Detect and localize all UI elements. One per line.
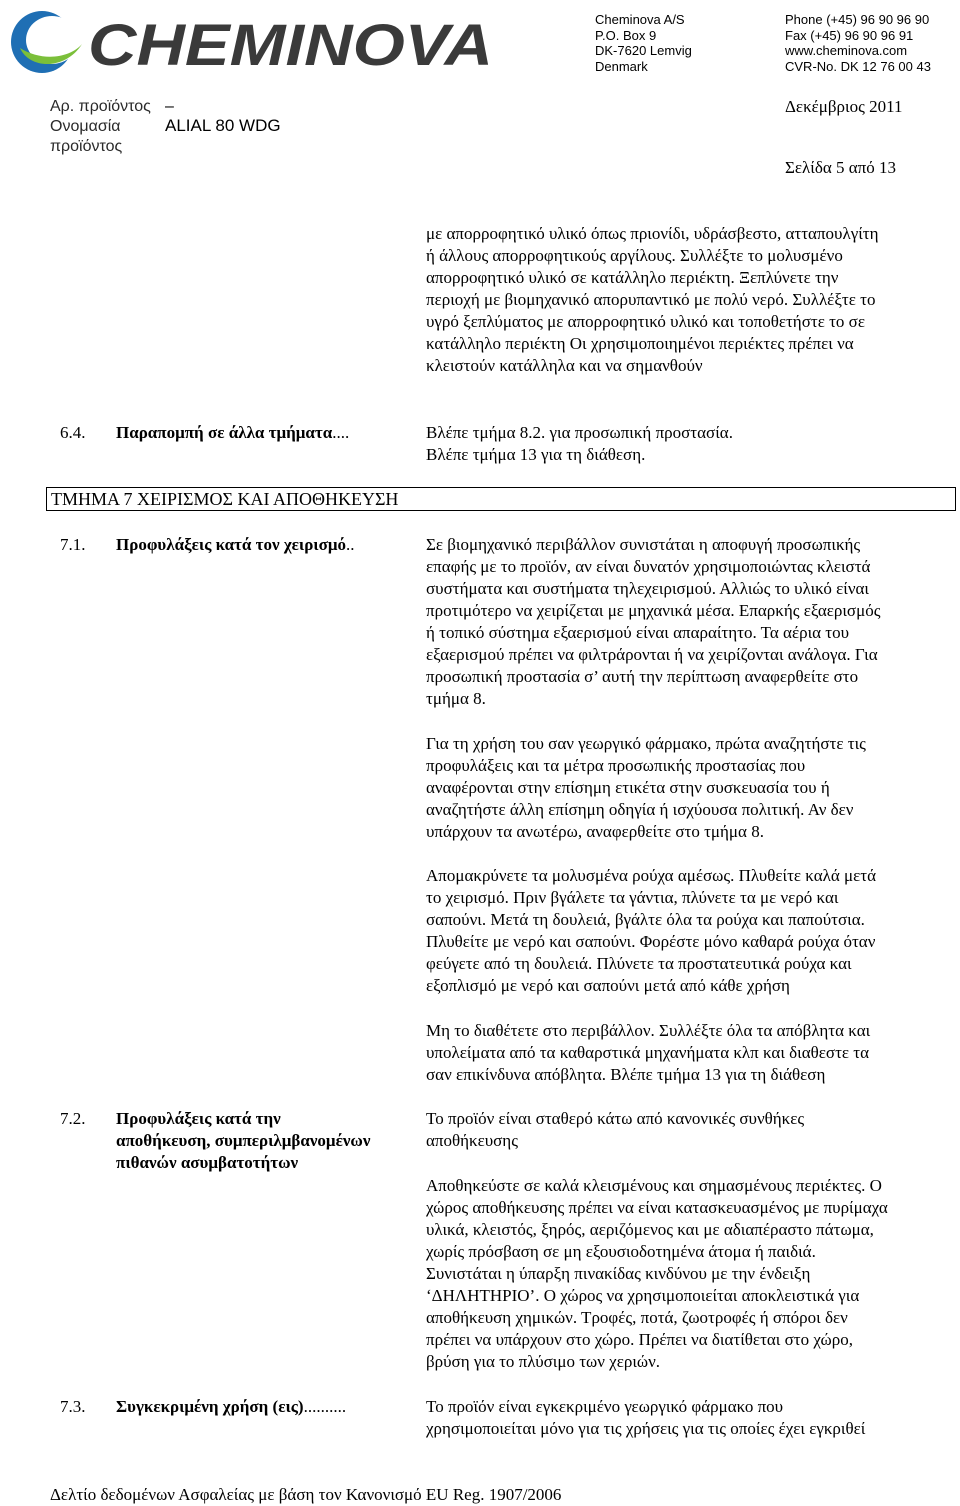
text-line: Μη το διαθέτετε στο περιβάλλον. Συλλέξτε όλα τα απόβλητα και: [426, 1021, 871, 1040]
logo-text: CHEMINOVA: [88, 13, 493, 76]
text-line: αναφέρονται στην επίσημη ετικέτα στην συσκευασία του ή: [426, 778, 830, 797]
subsection-heading-7-1: [116, 534, 354, 556]
text-line: προτιμότερο να χειρίζεται με μηχανικά μέσα. Επαρκής εξαερισμός: [426, 601, 881, 620]
text-line: Πλυθείτε με νερό και σαπούνι. Φορέστε μόνο καθαρά ρούχα όταν: [426, 932, 876, 951]
s72-paragraph-1: [426, 1108, 946, 1152]
address-line: Denmark: [595, 58, 648, 74]
heading-text: Παραπομπή σε άλλα τμήματα: [116, 423, 333, 442]
text-line: εξαερισμού πρέπει να φιλτράρονται ή να χειρίζονται ανάλογα. Για: [426, 645, 878, 664]
heading-text: Συγκεκριμένη χρήση (εις): [116, 1397, 304, 1416]
address-line: Cheminova A/S: [595, 12, 685, 27]
text-line: χωρίς πρόσβαση σε μη εξουσιοδοτημένα άτομα ή παιδιά.: [426, 1242, 816, 1261]
section-number: 7.3.: [60, 1397, 86, 1416]
address-line: P.O. Box 9: [595, 27, 657, 43]
product-name-label-cont: προϊόντος: [50, 138, 123, 155]
intro-paragraph: [426, 223, 946, 377]
text-line: ή τοπικό σύστημα εξαερισμού είναι απαραίτητο. Τα αέρια του: [426, 623, 850, 642]
logo-mark-icon: [6, 4, 496, 76]
subsection-heading-7-2: [116, 1108, 370, 1174]
text-line: κατάλληλο περιέκτη Οι χρησιμοποιημένοι περιέκτες πρέπει να: [426, 334, 854, 353]
company-address: [595, 12, 692, 74]
section-number: 7.1.: [60, 535, 86, 554]
text-line: φεύγετε από τη δουλειά. Πλύνετε τα προστατευτικά ρούχα και: [426, 954, 852, 973]
text-line: Το προϊόν είναι σταθερό κάτω από κανονικές συνθήκες: [426, 1109, 805, 1128]
product-name: ALIAL 80 WDG: [165, 116, 281, 135]
text-line: εξοπλισμό με νερό και σαπούνι μετά από κάθε χρήση: [426, 976, 790, 995]
s71-paragraph-3: [426, 865, 946, 997]
text-line: προφυλάξεις και τα μέτρα προσωπικής προστασίας που: [426, 756, 806, 775]
text-line: υπολείματα από τα καθαρστικά μηχανήματα κλπ και διαθεστε τα: [426, 1043, 870, 1062]
text-line: αναζητήστε άλλη επίσημη οδηγία ή ισχύουσα πολιτική. Αν δεν: [426, 800, 854, 819]
text-line: υλικά, κλειστός, ξηρός, αεριζόμενος και με αδιαπέραστο πάτωμα,: [426, 1220, 874, 1239]
subsection-heading-6-4: [116, 422, 349, 444]
section-number: 6.4.: [60, 423, 86, 442]
s72-paragraph-2: [426, 1175, 946, 1373]
product-name-label: Ονομασία: [50, 118, 121, 135]
text-line: αποθήκευσης: [426, 1131, 518, 1150]
text-line: σαπούνι. Μετά τη δουλειά, βγάλτε όλα τα ρούχα και παπούτσια.: [426, 910, 865, 929]
document-date: Δεκέμβριος 2011: [785, 97, 903, 116]
text-line: βρύση για το πλύσιμο των χεριών.: [426, 1352, 661, 1371]
s71-paragraph-1: [426, 534, 946, 710]
address-line: DK-7620 Lemvig: [595, 43, 692, 58]
s71-paragraph-4: [426, 1020, 946, 1086]
phone: Phone (+45) 96 90 96 90: [785, 12, 930, 27]
text-line: χρησιμοποιείται μόνο για τις χρήσεις για τις οποίες έχει εγκριθεί: [426, 1419, 866, 1438]
heading-line: αποθήκευση, συμπεριλμβανομένων: [116, 1131, 371, 1150]
fax: Fax (+45) 96 90 96 91: [785, 27, 914, 43]
text-line: Για τη χρήση του σαν γεωργικό φάρμακο, πρώτα αναζητήστε τις: [426, 734, 866, 753]
product-number-label: Αρ. προϊόντος: [50, 98, 151, 115]
text-line: πρέπει να υπάρχουν στο χώρο. Πρέπει να διατίθεται στο χώρο,: [426, 1330, 853, 1349]
page-number: Σελίδα 5 από 13: [785, 158, 897, 177]
text-line: τμήμα 8.: [426, 689, 486, 708]
page-footer: Δελτίο δεδομένων Ασφαλείας με βάση τον Κανονισμό EU Reg. 1907/2006: [50, 1485, 562, 1504]
text-line: συστήματα και συστήματα τηλεχειρισμού. Αλλιώς το υλικό είναι: [426, 579, 870, 598]
heading-text: Προφυλάξεις κατά τον χειρισμό: [116, 535, 346, 554]
text-line: ‘ΔΗΛΗΤΗΡΙΟ’. Ο χώρος να χρησιμοποιείται αποκλειστικά για: [426, 1286, 860, 1305]
text-line: προσωπική προστασία σ’ αυτή την περίπτωση αναφερθείτε στο: [426, 667, 859, 686]
heading-dots: ..: [345, 535, 355, 554]
s71-paragraph-2: [426, 733, 946, 843]
heading-line: πιθανών ασυμβατοτήτων: [116, 1153, 299, 1172]
text-line: περιοχή με βιομηχανικό απορυπαντικό με πολύ νερό. Συλλέξτε το: [426, 290, 876, 309]
text-line: κλειστούν κατάλληλα και να σημανθούν: [426, 356, 703, 375]
cheminova-logo: [6, 4, 496, 76]
website-link[interactable]: www.cheminova.com: [785, 43, 908, 58]
text-line: Σε βιομηχανικό περιβάλλον συνιστάται η αποφυγή προσωπικής: [426, 535, 861, 554]
text-line: υγρό ξεπλύματος με απορροφητικό υλικό και τοποθετήστε το σε: [426, 312, 865, 331]
text-line: αποθήκευση χημικών. Τροφές, ποτά, ζωοτροφές ή σπόροι δεν: [426, 1308, 848, 1327]
text-line: υπάρχουν τα ανωτέρω, αναφερθείτε στο τμήμα 8.: [426, 822, 764, 841]
cvr-number: CVR-No. DK 12 76 00 43: [785, 58, 931, 74]
s73-content: [426, 1396, 946, 1440]
section-7-title: ΤΜΗΜΑ 7 ΧΕΙΡΙΣΜΟΣ ΚΑΙ ΑΠΟΘΗΚΕΥΣΗ: [51, 489, 399, 509]
heading-line: Προφυλάξεις κατά την: [116, 1109, 281, 1128]
heading-dots: ..........: [303, 1397, 347, 1416]
text-line: Βλέπε τμήμα 13 για τη διάθεση.: [426, 445, 646, 464]
s64-content: [426, 422, 946, 466]
text-line: χώρος αποθήκευσης πρέπει να είναι κατασκευασμένος με πυρίμαχα: [426, 1198, 888, 1217]
text-line: Αποθηκεύστε σε καλά κλεισμένους και σημασμένους περιέκτες. Ο: [426, 1176, 882, 1195]
text-line: ή άλλους απορροφητικούς αργίλους. Συλλέξτε το μολυσμένο: [426, 246, 843, 265]
text-line: Το προϊόν είναι εγκεκριμένο γεωργικό φάρμακο που: [426, 1397, 784, 1416]
heading-dots: ....: [332, 423, 350, 442]
text-line: σαν επικίνδυνα απόβλητα. Βλέπε τμήμα 13 για τη διάθεση: [426, 1065, 826, 1084]
text-line: Απομακρύνετε τα μολυσμένα ρούχα αμέσως. Πλυθείτε καλά μετά: [426, 866, 877, 885]
text-line: με απορροφητικό υλικό όπως πριονίδι, υδράσβεστο, ατταπουλγίτη: [426, 224, 879, 243]
text-line: επαφής με το προϊόν, αν είναι δυνατόν χρησιμοποιώντας κλειστά: [426, 557, 871, 576]
product-number-value: –: [165, 98, 174, 115]
subsection-heading-7-3: [116, 1396, 346, 1418]
text-line: Συνιστάται η ύπαρξη πινακίδας κινδύνου με την ένδειξη: [426, 1264, 811, 1283]
company-contact: [785, 12, 931, 74]
text-line: απορροφητικό υλικό σε κατάλληλο περιέκτη. Ξεπλύνετε την: [426, 268, 839, 287]
text-line: Βλέπε τμήμα 8.2. για προσωπική προστασία.: [426, 423, 733, 442]
section-7-title-box: [46, 487, 956, 511]
section-number: 7.2.: [60, 1109, 86, 1128]
text-line: το χειρισμό. Πριν βγάλετε τα γάντια, πλύνετε τα με νερό και: [426, 888, 839, 907]
